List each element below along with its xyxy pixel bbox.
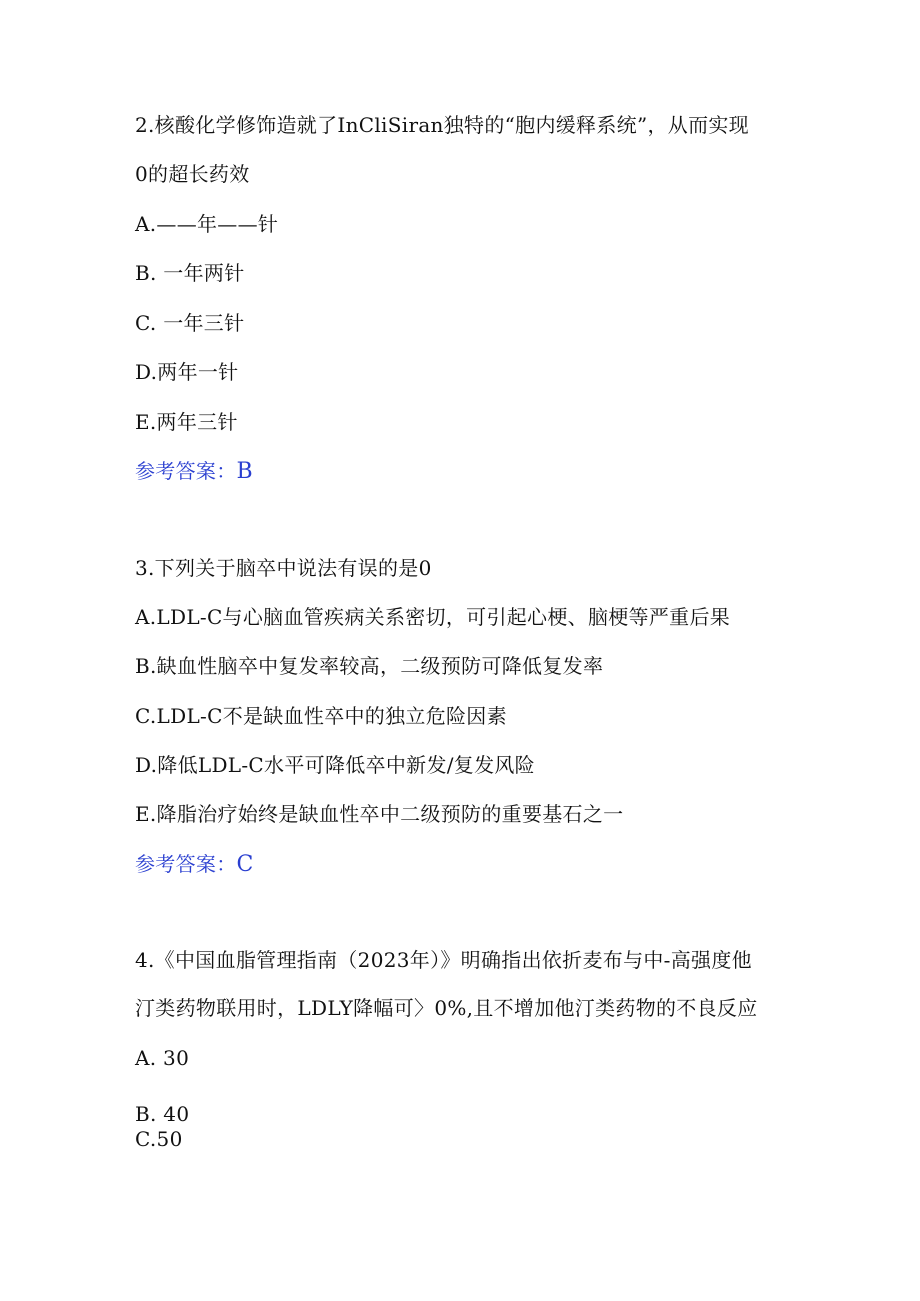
- option-c: C.LDL-C不是缺血性卒中的独立危险因素: [135, 704, 507, 728]
- option-a: A.LDL-C与心脑血管疾病关系密切，可引起心梗、脑梗等严重后果: [135, 605, 731, 629]
- reference-answer: [135, 459, 253, 484]
- option-b: B. 40: [135, 1102, 190, 1126]
- option-d: D.两年一针: [135, 360, 239, 384]
- question-stem-line: 4.《中国血脂管理指南（2023年）》明确指出依折麦布与中-高强度他: [135, 948, 752, 972]
- option-a: A.——年——针: [135, 212, 279, 236]
- answer-value: B: [236, 459, 253, 484]
- option-a: A. 30: [135, 1046, 190, 1070]
- answer-label: 参考答案：: [135, 852, 237, 876]
- question-stem-line: 汀类药物联用时，LDLY降幅可〉0%,且不增加他汀类药物的不良反应: [135, 996, 758, 1020]
- option-c: C. 一年三针: [135, 311, 245, 335]
- answer-label: 参考答案：: [135, 459, 237, 483]
- question-stem-line: 2.核酸化学修饰造就了InCliSiran独特的“胞内缓释系统”，从而实现: [135, 113, 749, 137]
- option-b: B.缺血性脑卒中复发率较高，二级预防可降低复发率: [135, 654, 604, 678]
- question-stem-line: 3.下列关于脑卒中说法有误的是0: [135, 556, 432, 580]
- option-c: C.50: [135, 1127, 183, 1151]
- question-stem-line: 0的超长药效: [135, 162, 250, 186]
- option-e: E.降脂治疗始终是缺血性卒中二级预防的重要基石之一: [135, 802, 624, 826]
- option-e: E.两年三针: [135, 410, 238, 434]
- answer-value: C: [236, 852, 254, 877]
- option-d: D.降低LDL-C水平可降低卒中新发/复发风险: [135, 753, 535, 777]
- option-b: B. 一年两针: [135, 261, 245, 285]
- reference-answer: [135, 852, 254, 877]
